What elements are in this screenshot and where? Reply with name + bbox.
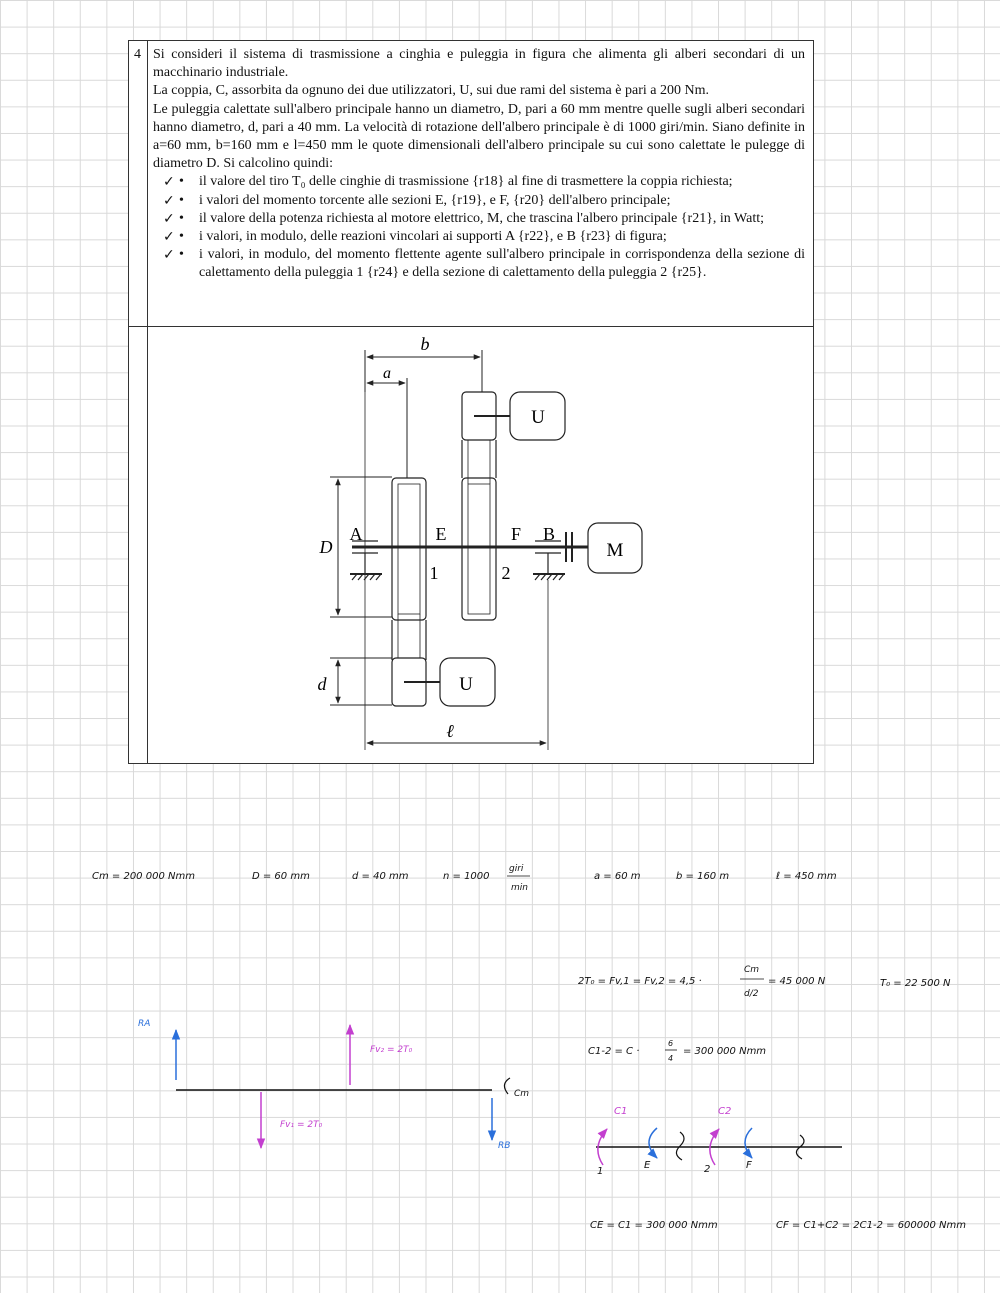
- node-F-label: F: [746, 1160, 752, 1171]
- upper-utilizer-label: U: [531, 407, 545, 428]
- check-mark-icon: ✓: [163, 210, 175, 227]
- dim-l-label: ℓ: [446, 721, 454, 741]
- pulley-2-label: 2: [501, 563, 511, 583]
- node-E-label: E: [644, 1160, 651, 1171]
- eq-t0-value: T₀ = 22 500 N: [880, 978, 951, 989]
- bullet-text: i valori, in modulo, delle reazioni vincolari ai supporti A {r22}, e B {r23} di figura;: [199, 229, 667, 245]
- pulley-1-label: 1: [429, 563, 439, 583]
- ra-label: RA: [138, 1019, 151, 1029]
- given-d: d = 40 mm: [352, 871, 409, 882]
- point-B-label: B: [542, 524, 556, 544]
- cm-label: Cm: [514, 1089, 530, 1099]
- check-mark-icon: ✓: [163, 174, 175, 191]
- check-mark-icon: ✓: [163, 229, 175, 246]
- given-D: D = 60 mm: [252, 871, 310, 882]
- rb-label: RB: [498, 1141, 511, 1151]
- dim-a-label: a: [383, 365, 391, 382]
- bullet-text: il valore della potenza richiesta al motore elettrico, M, che trascina l'albero principale {r21}, in Watt;: [199, 210, 765, 226]
- bullet-text: i valori, in modulo, del momento flettente agente sull'albero principale in corrispondenza della sezione di calettamento della puleggia 1 {r24} e della sezione di calettamento della puleggia 2 {r25}.: [199, 247, 805, 281]
- dimension-a: [367, 378, 407, 480]
- eq-cf: CF = C1+C2 = 2C1-2 = 600000 Nmm: [776, 1220, 967, 1231]
- point-F-label: F: [510, 524, 522, 544]
- given-cm: Cm = 200 000 Nmm: [92, 871, 195, 882]
- dim-D-label: D: [319, 537, 333, 557]
- point-E-label: E: [435, 524, 447, 544]
- given-n-unit-top: giri: [509, 864, 524, 874]
- fv1-label: Fv₁ = 2T₀: [280, 1120, 323, 1130]
- check-mark-icon: ✓: [163, 247, 175, 264]
- problem-number: 4: [134, 47, 141, 62]
- c1-label: C1: [614, 1106, 628, 1117]
- eq-c12-result: = 300 000 Nmm: [683, 1046, 767, 1057]
- eq-t0-result: = 45 000 N: [768, 976, 826, 987]
- eq-c12-left: C1-2 = C ·: [588, 1046, 640, 1057]
- point-A-label: A: [349, 524, 363, 544]
- check-mark-icon: ✓: [163, 192, 175, 209]
- bullet-text: i valori del momento torcente alle sezioni E, {r19}, e F, {r20} dell'albero principale;: [199, 192, 671, 208]
- bullet-text: il valore del tiro T₀ delle cinghie di trasmissione {r18} al fine di trasmettere la coppia richiesta;: [199, 174, 733, 190]
- bullet-dot-icon: •: [179, 247, 184, 263]
- fv2-label: Fv₂ = 2T₀: [370, 1045, 413, 1055]
- given-n: n = 1000: [443, 871, 490, 882]
- eq-ce: CE = C1 = 300 000 Nmm: [590, 1220, 718, 1231]
- c2-label: C2: [718, 1106, 732, 1117]
- given-b: b = 160 m: [676, 871, 730, 882]
- free-body-diagram: [176, 1025, 510, 1148]
- motor-assembly: [566, 523, 642, 573]
- given-a: a = 60 m: [594, 871, 641, 882]
- lower-utilizer-label: U: [459, 674, 473, 695]
- given-l: ℓ = 450 mm: [776, 871, 837, 882]
- eq-t0-frac-top: Cm: [744, 965, 760, 975]
- torque-sketch: [596, 1128, 842, 1165]
- support-B: [533, 541, 565, 750]
- intro-line-1: Si consideri il sistema di trasmissione a cinghia e puleggia in figura che alimenta gli alberi secondari di un macchinario industriale.: [153, 47, 805, 81]
- bullet-dot-icon: •: [179, 229, 184, 245]
- motor-label: M: [606, 540, 624, 561]
- dim-b-label: b: [420, 334, 430, 354]
- node-2-label: 2: [704, 1164, 711, 1175]
- intro-line-2: La coppia, C, assorbita da ognuno dei due utilizzatori, U, sui due rami del sistema è pari a 200 Nm.: [153, 83, 709, 99]
- eq-c12-frac-bottom: 4: [668, 1054, 674, 1063]
- bullet-dot-icon: •: [179, 210, 184, 226]
- upper-utilizer-assembly: [462, 392, 565, 620]
- eq-c12-frac-top: 6: [668, 1039, 674, 1048]
- given-n-unit-bottom: min: [511, 883, 528, 893]
- bullet-dot-icon: •: [179, 192, 184, 208]
- eq-t0-frac-bottom: d/2: [744, 989, 759, 999]
- bullet-dot-icon: •: [179, 174, 184, 190]
- dim-d-label: d: [317, 674, 327, 694]
- intro-line-3: Le puleggia calettate sull'albero principale hanno un diametro, D, pari a 60 mm mentre quelle sugli alberi secondari hanno diametro, d, pari a 40 mm. La velocità di rotazione dell'albero principale è di 1000 giri/min. Siano definite in a=60 mm, b=160 mm e l=450 mm le quote dimensionali dell'albero principale su cui sono calettate le pulegge di diametro D. Si calcolino quindi:: [153, 101, 805, 172]
- dimension-d: [330, 658, 392, 705]
- node-1-label: 1: [597, 1166, 604, 1177]
- eq-t0-left: 2T₀ = Fv,1 = Fv,2 = 4,5 ·: [578, 976, 702, 987]
